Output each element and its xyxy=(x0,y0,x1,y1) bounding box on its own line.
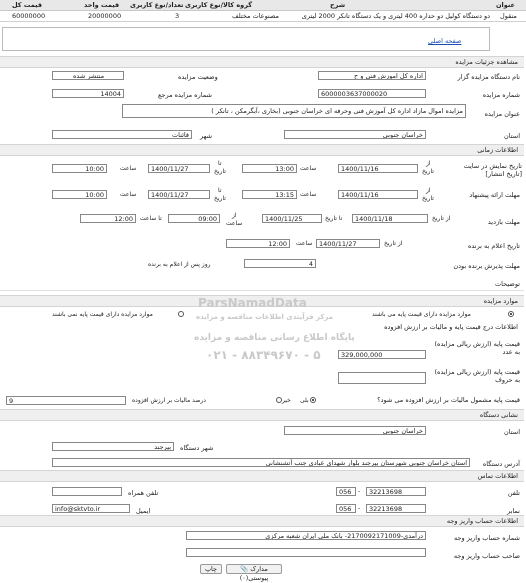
base-words-label: قیمت پایه (ارزش ریالی مزایده) به حروف xyxy=(434,368,520,384)
offer-to-time-word: ساعت xyxy=(120,191,137,198)
vat-yes-radio[interactable] xyxy=(310,397,316,403)
section-items-title: موارد مزایده xyxy=(483,297,518,305)
offer-from-time[interactable]: 13:15 xyxy=(242,190,297,199)
section-pricing xyxy=(0,322,524,332)
print-button[interactable] xyxy=(200,564,222,574)
number-field[interactable]: 6000003637000020 xyxy=(318,89,426,98)
section-contact-title: اطلاعات تماس xyxy=(477,472,518,480)
section-address xyxy=(0,409,524,421)
account-label: شماره حساب واریز وجه xyxy=(454,534,520,542)
city-field[interactable]: قائنات xyxy=(52,130,192,139)
section-time-title: اطلاعات زمانی xyxy=(477,146,518,154)
ref-field[interactable]: 14004 xyxy=(52,89,124,98)
publish-to-date-word: تاریخ xyxy=(214,168,226,175)
row-total: 60000000 xyxy=(12,12,46,20)
section-details xyxy=(0,56,524,68)
visit-to-date[interactable]: 1400/11/25 xyxy=(262,214,322,223)
divider xyxy=(0,290,524,291)
vat-no-label: خیر xyxy=(282,397,291,404)
vat-percent-field[interactable]: 9 xyxy=(6,396,126,405)
row-qty: 3 xyxy=(175,12,180,20)
account-field[interactable]: درآمدی-2170092171009- بانک ملی ایران شعبه مرکزی xyxy=(186,531,426,540)
winner-time-word: ساعت xyxy=(296,240,313,247)
section-bank-title: اطلاعات حساب واریز وجه xyxy=(446,517,518,525)
attachments-button[interactable] xyxy=(226,564,282,582)
vat-yes-label: بلی xyxy=(300,397,309,404)
publish-label: تاریخ نمایش در سایت [تاریخ انتشار] xyxy=(463,162,522,178)
without-base-radio[interactable] xyxy=(178,311,184,317)
mobile-field[interactable] xyxy=(52,487,122,496)
publish-to-time[interactable]: 10:00 xyxy=(52,164,107,173)
base-rial-field[interactable]: 329,000,000 xyxy=(338,350,426,359)
publish-to-word: تا xyxy=(218,160,222,167)
status-label: وضعیت مزایده xyxy=(178,73,218,81)
watermark-phone: ۰۲۱ - ۸۸۳۴۹۶۷۰ - ۵ xyxy=(206,348,321,362)
offer-from-date[interactable]: 1400/11/16 xyxy=(338,190,418,199)
winner-date[interactable]: 1400/11/27 xyxy=(316,239,380,248)
publish-to-date[interactable]: 1400/11/27 xyxy=(148,164,210,173)
notes-label: توضیحات xyxy=(495,280,520,288)
addr-field[interactable]: استان خراسان جنوبی شهرستان بیرجند بلوار شهدای عبادی جنب آتشنشانی xyxy=(52,458,470,467)
mobile-label: تلفن همراه xyxy=(128,489,159,497)
section-address-title: نشانی دستگاه xyxy=(479,411,518,419)
visit-from-time-word: ساعت xyxy=(226,220,243,227)
col-unit: قیمت واحد xyxy=(84,1,120,9)
winner-label: تاریخ اعلام به برنده xyxy=(467,242,520,250)
fax-label: نمابر xyxy=(507,507,520,515)
visit-from-time[interactable]: 09:00 xyxy=(168,214,220,223)
print-label: چاپ xyxy=(204,565,218,573)
phone-field[interactable]: 32213698 xyxy=(366,487,426,496)
watermark-brand: ParsNamadData xyxy=(198,296,307,310)
row-unit: 20000000 xyxy=(88,12,122,20)
vat-question: قیمت پایه مشمول مالیات بر ارزش افزوده می شود؟ xyxy=(377,396,520,404)
org-label: نام دستگاه مزایده گزار xyxy=(457,73,520,81)
status-field[interactable]: منتشر شده xyxy=(52,71,124,80)
accept-suffix: روز پس از اعلام به برنده xyxy=(148,261,211,268)
phone-label: تلفن xyxy=(507,489,520,497)
offer-to-time[interactable]: 10:00 xyxy=(52,190,107,199)
title-field[interactable]: مزایده اموال مازاد اداره کل آموزش فنی وحرفه ای خراسان جنوبی (بخاری ،آبگرمکن ، تانکر ) xyxy=(122,104,466,118)
section-details-title: مشاهده جزئیات مزایده xyxy=(455,58,518,66)
base-rial-label: قیمت پایه (ارزش ریالی مزایده) به عدد xyxy=(434,340,520,356)
offer-to-date[interactable]: 1400/11/27 xyxy=(148,190,210,199)
addr-city-field[interactable]: بیرجند xyxy=(52,442,174,451)
province-label: استان xyxy=(504,132,520,140)
watermark-line1: مرکز فرآیندی اطلاعات مناقصه و مزایده xyxy=(196,313,334,321)
owner-field[interactable] xyxy=(186,548,426,557)
winner-date-word: از تاریخ xyxy=(384,240,403,247)
number-label: شماره مزایده xyxy=(482,91,520,99)
publish-from-date-word: تاریخ xyxy=(422,168,434,175)
visit-to-date-word: تا تاریخ xyxy=(325,215,343,222)
visit-to-time[interactable]: 12:00 xyxy=(80,214,136,223)
offer-from-time-word: ساعت xyxy=(300,191,317,198)
offer-to-date-word: تاریخ xyxy=(214,195,226,202)
publish-from-word: از xyxy=(426,160,431,167)
watermark-line2: پایگاه اطلاع رسانی مناقصه و مزایده xyxy=(194,333,355,343)
addr-city-label: شهر دستگاه xyxy=(180,444,214,452)
col-qty: تعداد/نوع کاربری xyxy=(130,1,184,9)
offer-to-word: تا xyxy=(218,187,222,194)
phone-dash: - xyxy=(358,488,361,495)
title-label: عنوان مزایده xyxy=(484,110,520,118)
visit-from-date[interactable]: 1400/11/18 xyxy=(352,214,428,223)
publish-to-time-word: ساعت xyxy=(120,165,137,172)
phone-code-field[interactable]: 056 xyxy=(336,487,356,496)
offer-from-date-word: تاریخ xyxy=(422,195,434,202)
items-table-header xyxy=(0,0,526,11)
with-base-radio[interactable] xyxy=(508,311,514,317)
publish-from-time[interactable]: 13:00 xyxy=(242,164,297,173)
main-page-link[interactable]: صفحه اصلی xyxy=(428,37,462,45)
visit-label: مهلت بازدید xyxy=(487,218,520,226)
org-field[interactable]: اداره کل اموزش فنی و ح xyxy=(318,71,426,80)
base-words-field[interactable] xyxy=(338,372,426,384)
section-contact xyxy=(0,470,524,482)
offer-from-word: از xyxy=(426,187,431,194)
email-field[interactable]: info@sktvto.ir xyxy=(52,504,130,513)
vat-no-radio[interactable] xyxy=(276,397,282,403)
ref-label: شماره مزایده مرجع xyxy=(158,91,212,99)
publish-from-date[interactable]: 1400/11/16 xyxy=(338,164,418,173)
email-label: ایمیل xyxy=(136,507,151,515)
col-desc: شرح xyxy=(330,1,346,9)
paperclip-icon: 📎 xyxy=(240,565,249,573)
fax-dash: - xyxy=(358,505,361,512)
city-label: شهر xyxy=(200,132,213,140)
winner-time[interactable]: 12:00 xyxy=(226,239,290,248)
province-field[interactable]: خراسان جنوبی xyxy=(284,130,426,139)
section-pricing-title: اطلاعات درج قیمت پایه و مالیات بر ارزش افزوده xyxy=(384,323,518,331)
section-bank xyxy=(0,515,524,527)
col-title: عنوان xyxy=(496,1,515,9)
without-base-label: موارد مزایده دارای قیمت پایه نمی باشند xyxy=(52,311,153,318)
fax-code-field[interactable]: 056 xyxy=(336,504,356,513)
addr-province-label: استان xyxy=(504,428,520,436)
visit-from-date-word: از تاریخ xyxy=(432,215,451,222)
addr-province-field[interactable]: خراسان جنوبی xyxy=(284,426,426,435)
section-time xyxy=(0,144,524,156)
main-page-box xyxy=(2,27,490,51)
col-total: قیمت کل xyxy=(12,1,42,9)
row-title: منقول xyxy=(500,12,517,20)
col-group: گروه کالا/نوع کاربری xyxy=(185,1,253,9)
visit-to-time-word: تا ساعت xyxy=(140,215,162,222)
row-desc: دو دستگاه کولیل دو حداره 400 لیتری و یک دستگاه تانکر 2000 لیتری xyxy=(301,12,490,20)
accept-label: مهلت پذیرش برنده بودن xyxy=(453,262,520,270)
publish-from-time-word: ساعت xyxy=(300,165,317,172)
table-row xyxy=(0,11,526,22)
fax-field[interactable]: 32213698 xyxy=(366,504,426,513)
attachments-label: مدارک پیوستی(۰) xyxy=(239,565,269,582)
vat-percent-label: درصد مالیات بر ارزش افزوده xyxy=(132,397,206,404)
addr-label: آدرس دستگاه xyxy=(482,460,520,468)
row-group: مصنوعات مختلف xyxy=(232,12,280,20)
accept-days-field[interactable]: 4 xyxy=(244,259,316,268)
visit-from-word: از xyxy=(232,212,237,219)
owner-label: صاحب حساب واریز وجه xyxy=(453,552,520,560)
with-base-label: موارد مزایده دارای قیمت پایه می باشند xyxy=(372,311,471,318)
offer-label: مهلت ارائه پیشنهاد xyxy=(469,191,520,199)
